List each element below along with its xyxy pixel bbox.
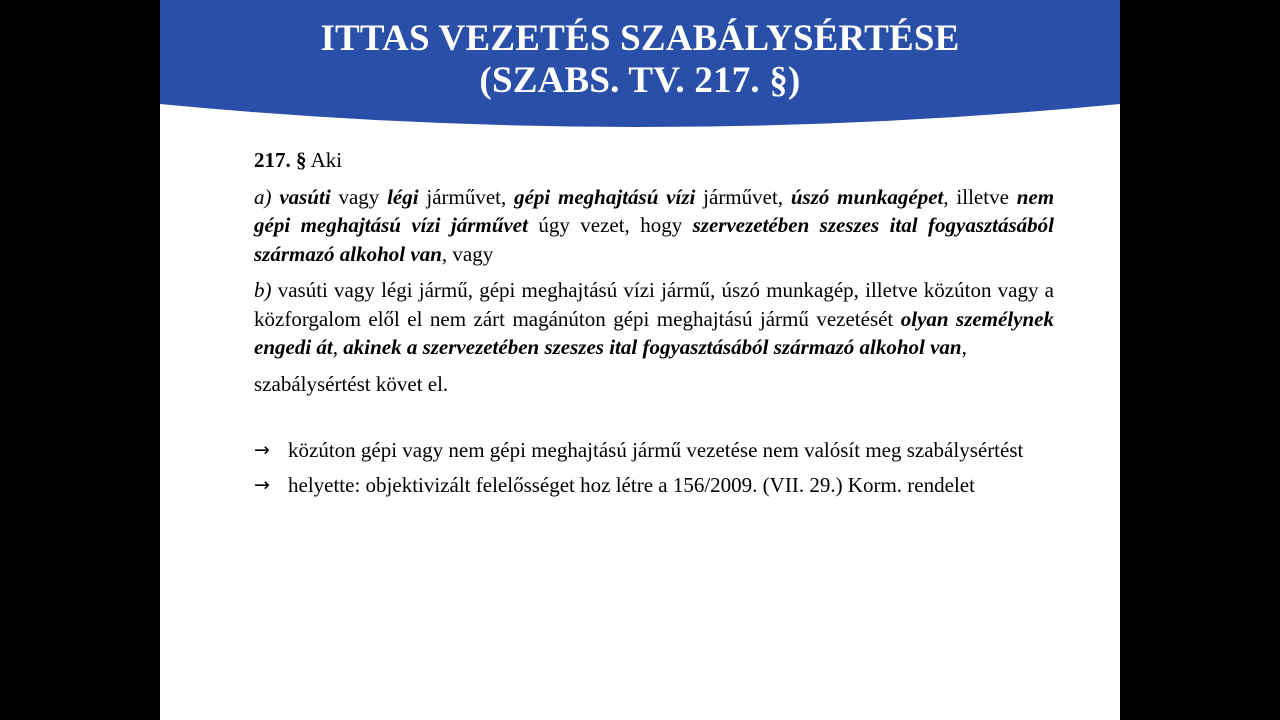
text-run: járművet, [418,184,515,209]
emphasis-run: úszó munkagépet [790,184,944,209]
point-b-label: b) [254,278,272,302]
section-reference: 217. § [254,148,307,172]
bullet-text: közúton gépi vagy nem gépi meghajtású jármű vezetése nem valósít meg szabálysértést [288,438,1024,462]
emphasis-run: szervezetében szeszes ital fogyasztásából származó alkohol van [254,213,1055,266]
arrow-right-icon: → [254,473,270,496]
text-run: úgy vezet, hogy [527,213,693,237]
title-line-2: (SZABS. TV. 217. §) [479,60,801,101]
text-run: vasúti vagy légi jármű, gépi meghajtású vízi jármű, úszó munkagép, illetve közúton vagy a közforgalom elől el nem zárt magánúton gépi meghajtású jármű vezetését [254,278,1054,331]
intro-text: Aki [306,148,343,172]
bullet-item [254,471,1054,500]
closing-paragraph: szabálysértést követ el. [254,371,449,396]
intro-paragraph [254,146,1054,175]
bullet-item [254,436,1054,465]
slide-title [160,18,1120,102]
text-run: , [332,335,344,359]
point-a-paragraph [254,183,1054,269]
text-run: járművet, [695,184,791,209]
point-b-paragraph [254,276,1054,362]
bullet-text: helyette: objektivizált felelősséget hoz létre a 156/2009. (VII. 29.) Korm. rendelet [288,472,975,497]
emphasis-run: vasúti [279,184,331,209]
text-run: , illetve [943,184,1017,209]
emphasis-run: nem gépi meghajtású vízi járművet [254,184,1055,237]
slide-content [254,146,1054,505]
arrow-right-icon: → [254,439,270,461]
point-a-label: a) [254,184,272,209]
slide [160,0,1120,720]
emphasis-run: olyan személynek engedi át [254,306,1054,359]
text-run: vagy [330,184,388,209]
title-line-1: ITTAS VEZETÉS SZABÁLYSÉRTÉSE [320,18,960,59]
text-run: , vagy [441,241,494,266]
emphasis-run: gépi meghajtású vízi [514,184,696,209]
emphasis-run: akinek a szervezetében szeszes ital fogyasztásából származó alkohol van [343,335,962,359]
text-run: , [961,335,967,359]
emphasis-run: légi [387,184,419,209]
